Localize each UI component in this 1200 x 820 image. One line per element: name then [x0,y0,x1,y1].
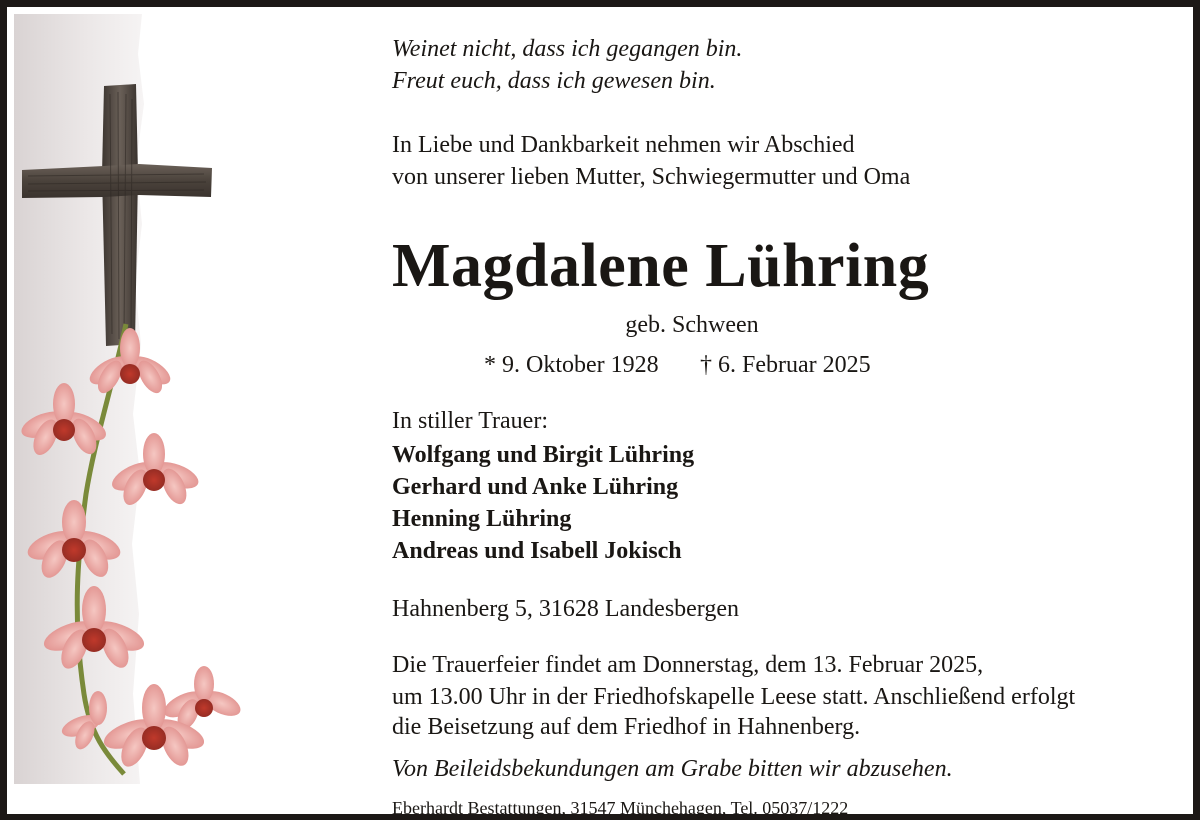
death-date: † 6. Februar 2025 [700,352,871,378]
quote-line-1: Weinet nicht, dass ich gegangen bin. [392,36,743,62]
service-line-2: um 13.00 Uhr in der Friedhofskapelle Leese statt. Anschließend erfolgt [392,684,1076,710]
intro-line-2: von unserer lieben Mutter, Schwiegermutter und Oma [392,164,911,190]
cross-orchid-image [14,14,259,784]
mourner-name: Gerhard und Anke Lühring [392,474,679,500]
mourner-name: Wolfgang und Birgit Lühring [392,442,695,468]
service-line-3: die Beisetzung auf dem Friedhof in Hahnenberg. [392,714,861,740]
service-line-1: Die Trauerfeier findet am Donnerstag, dem 13. Februar 2025, [392,652,984,678]
cross-orchid-illustration [14,14,259,784]
cross-vertical [102,84,138,346]
birth-date: * 9. Oktober 1928 [484,352,659,378]
mourner-name: Henning Lühring [392,506,572,532]
intro-line-1: In Liebe und Dankbarkeit nehmen wir Abschied [392,132,855,158]
deceased-name: Magdalene Lühring [392,232,930,300]
condolence-request: Von Beileidsbekundungen am Grabe bitten wir abzusehen. [392,756,953,782]
family-address: Hahnenberg 5, 31628 Landesbergen [392,596,740,622]
mourners-heading: In stiller Trauer: [392,408,548,434]
mourner-name: Andreas und Isabell Jokisch [392,538,682,564]
cross-horizontal [22,164,212,198]
undertaker-info: Eberhardt Bestattungen, 31547 Münchehagen, Tel. 05037/1222 [392,798,849,818]
maiden-name: geb. Schween [625,312,759,338]
quote-line-2: Freut euch, dass ich gewesen bin. [392,68,716,94]
